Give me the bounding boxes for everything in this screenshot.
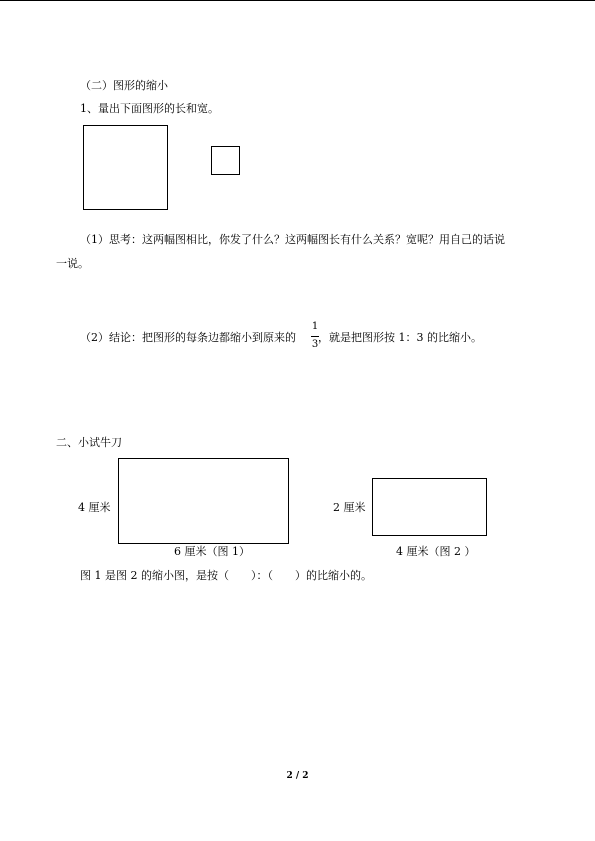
- conclusion-text-before: （2）结论：把图形的每条边都缩小到原来的: [80, 331, 296, 344]
- fraction-numerator: 1: [311, 321, 319, 332]
- figure-1-height-label: 4 厘米: [78, 501, 111, 514]
- figure-1-rectangle: [118, 458, 289, 544]
- figure-2-height-label: 2 厘米: [333, 501, 366, 514]
- think-prompt-line2: 一说。: [56, 257, 89, 270]
- large-square-figure: [83, 125, 168, 210]
- fraction-denominator: 3: [311, 339, 319, 350]
- header-rule: [0, 0, 595, 1]
- figure-2-width-label: 4 厘米（图 2 ）: [396, 545, 476, 558]
- ratio-question: 图 1 是图 2 的缩小图，是按（ ）：（ ）的比缩小的。: [80, 569, 372, 582]
- think-prompt-line1: （1）思考：这两幅图相比，你发了什么？这两幅图长有什么关系？宽呢？用自己的话说: [80, 233, 505, 246]
- section-heading-try: 二、小试牛刀: [56, 436, 122, 449]
- section-heading-shrink: （二）图形的缩小: [80, 79, 168, 92]
- small-square-figure: [211, 146, 240, 175]
- conclusion-text-after: ，就是把图形按 1：3 的比缩小。: [318, 331, 482, 344]
- page-number: 2 / 2: [286, 771, 309, 781]
- question-measure: 1、量出下面图形的长和宽。: [80, 102, 219, 115]
- figure-1-width-label: 6 厘米（图 1）: [174, 545, 250, 558]
- figure-2-rectangle: [372, 478, 487, 536]
